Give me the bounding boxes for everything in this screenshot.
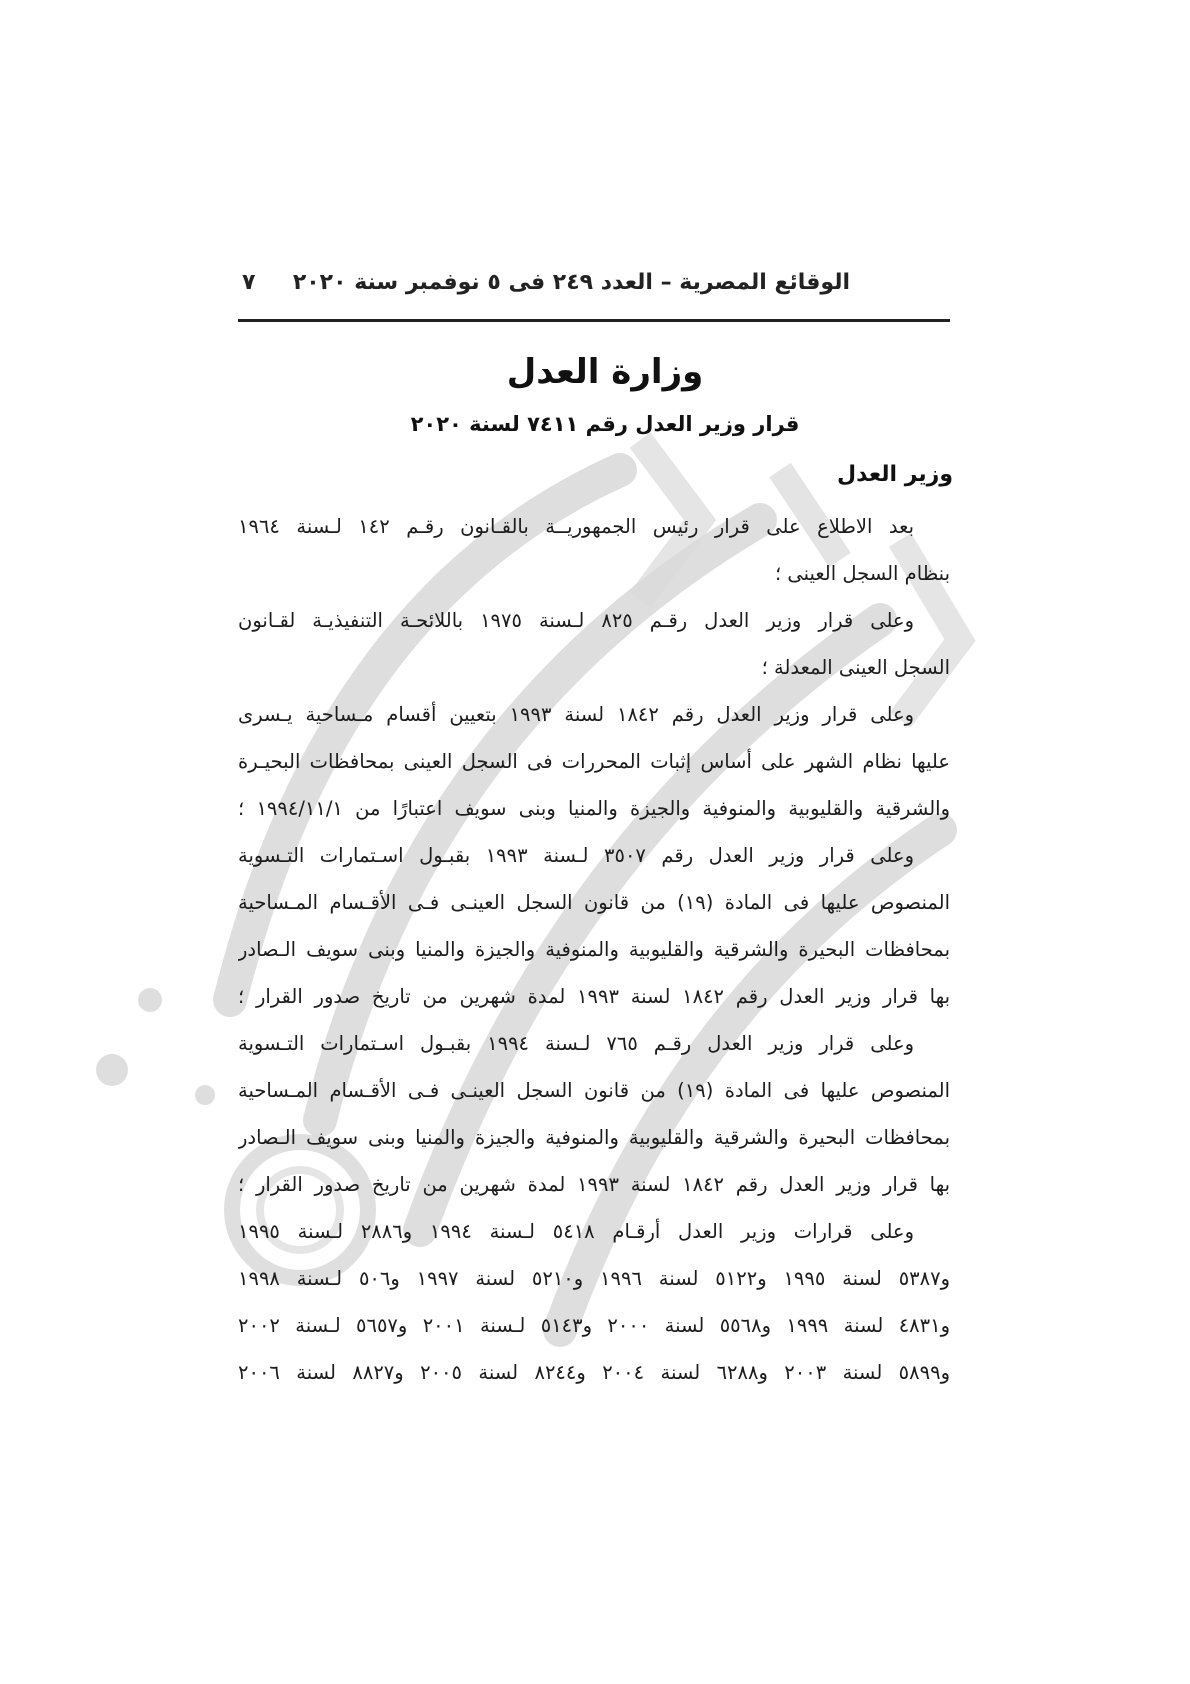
body-line: و٥٨٩٩ لسنة ٢٠٠٣ و٦٢٨٨ لسنة ٢٠٠٤ و٨٢٤٤ لسنة ٢٠٠٥ و٨٨٢٧ لسنة ٢٠٠٦ [238, 1361, 950, 1384]
body-line: السجل العينى المعدلة ؛ [761, 656, 950, 679]
header-divider [238, 319, 950, 322]
body-line: و٤٨٣١ لسنة ١٩٩٩ و٥٥٦٨ لسنة ٢٠٠٠ و٥١٤٣ لـسنة ٢٠٠١ و٥٦٥٧ لـسنة ٢٠٠٢ [238, 1314, 950, 1337]
body-line: وعلى قرار وزير العدل رقـم ٨٢٥ لـسنة ١٩٧٥ باللائحـة التنفيذيـة لقـانون [238, 609, 914, 632]
decree-body [238, 503, 950, 1396]
body-line: بمحافظات البحيرة والشرقية والقليوبية والمنوفية والجيزة والمنيا وبنى سويف الـصادر [238, 1126, 950, 1149]
minister-heading: وزير العدل [837, 462, 953, 487]
body-line: المنصوص عليها فى المادة (١٩) من قانون السجل العينـى فـى الأقـسام المـساحية [238, 891, 950, 914]
body-line: وعلى قرار وزير العدل رقم ٣٥٠٧ لـسنة ١٩٩٣ بقبـول اسـتمارات التـسوية [238, 844, 914, 867]
body-line: بنظام السجل العينى ؛ [774, 562, 950, 585]
body-line: بمحافظات البحيرة والشرقية والقليوبية والمنوفية والجيزة والمنيا وبنى سويف الـصادر [238, 938, 950, 961]
body-line: بها قرار وزير العدل رقم ١٨٤٢ لسنة ١٩٩٣ لمدة شهرين من تاريخ صدور القرار ؛ [238, 1173, 950, 1196]
body-line: وعلى قرارات وزير العدل أرقـام ٥٤١٨ لـسنة ١٩٩٤ و٢٨٨٦ لـسنة ١٩٩٥ [238, 1220, 914, 1243]
decree-title: قرار وزير العدل رقم ٧٤١١ لسنة ٢٠٢٠ [410, 412, 800, 436]
body-line: وعلى قرار وزير العدل رقـم ٧٦٥ لـسنة ١٩٩٤ بقبـول اسـتمارات التـسوية [238, 1032, 914, 1055]
body-line: والشرقية والقليوبية والمنوفية والجيزة والمنيا وبنى سويف اعتبارًا من ١٩٩٤/١١/١ ؛ [238, 797, 950, 820]
ministry-title: وزارة العدل [506, 352, 704, 392]
body-line: وعلى قرار وزير العدل رقم ١٨٤٢ لسنة ١٩٩٣ بتعيين أقسام مـساحية يـسرى [238, 703, 914, 726]
page-header [238, 270, 950, 310]
body-line: عليها نظام الشهر على أساس إثبات المحررات فى السجل العينى بمحافظات البحيـرة [238, 750, 950, 773]
gazette-header-title: الوقائع المصرية – العدد ٢٤٩ فى ٥ نوفمبر سنة ٢٠٢٠ [292, 270, 850, 295]
body-line: بعد الاطلاع على قرار رئيس الجمهوريــة بالقـانون رقـم ١٤٢ لـسنة ١٩٦٤ [238, 515, 915, 538]
page-number: ٧ [242, 270, 256, 295]
body-line: بها قرار وزير العدل رقم ١٨٤٢ لسنة ١٩٩٣ لمدة شهرين من تاريخ صدور القرار ؛ [238, 985, 950, 1008]
body-line: المنصوص عليها فى المادة (١٩) من قانون السجل العينـى فـى الأقـسام المـساحية [238, 1079, 950, 1102]
body-line: و٥٣٨٧ لسنة ١٩٩٥ و٥١٢٢ لسنة ١٩٩٦ و٥٢١٠ لسنة ١٩٩٧ و٥٠٦ لـسنة ١٩٩٨ [238, 1267, 950, 1290]
